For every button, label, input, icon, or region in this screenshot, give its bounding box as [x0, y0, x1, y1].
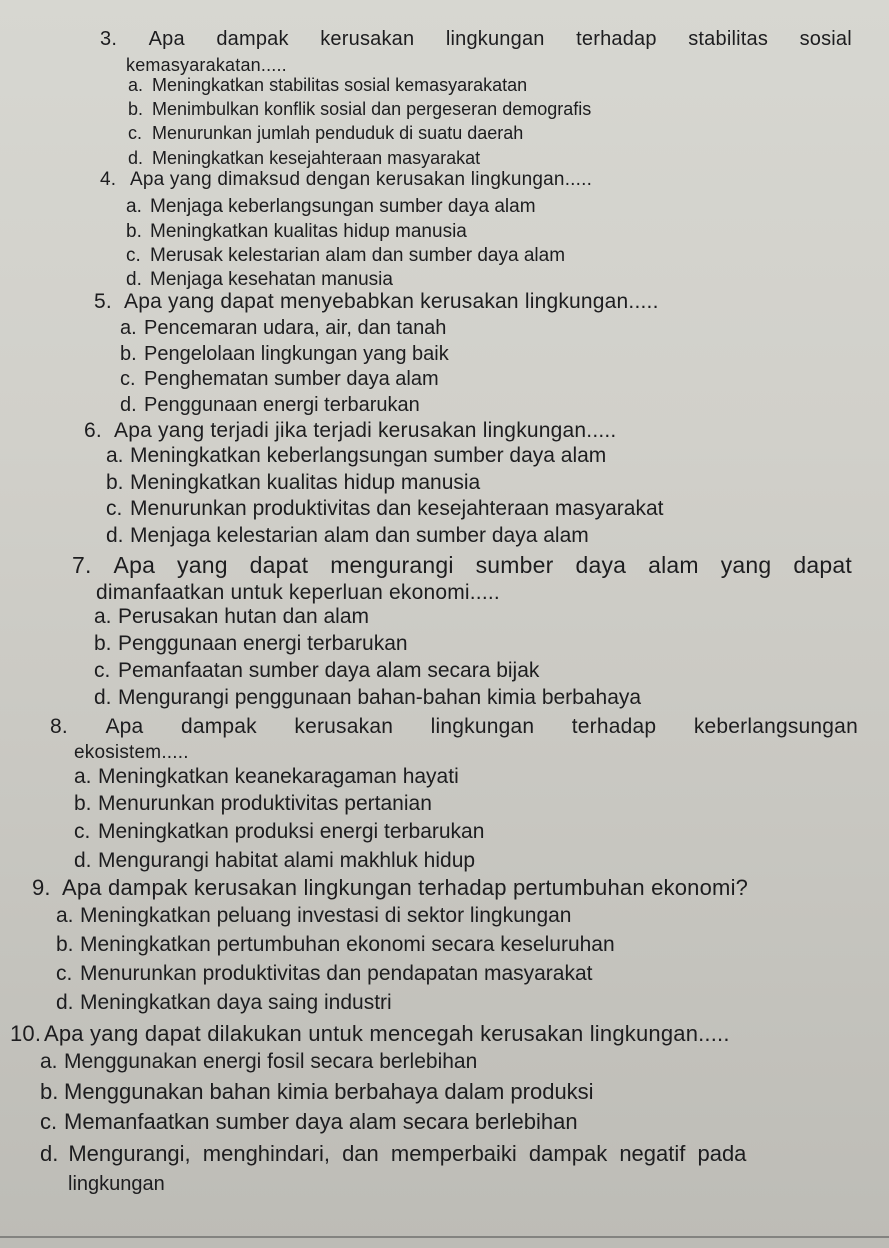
- option-letter: a.: [106, 444, 124, 467]
- option-letter: a.: [74, 765, 92, 788]
- question-4-text: Apa yang dimaksud dengan kerusakan lingkungan.....: [130, 169, 593, 190]
- question-4-option-b: [126, 220, 467, 244]
- option-letter: d.: [126, 269, 142, 290]
- option-letter: c.: [74, 820, 91, 843]
- question-8-word: Apa: [105, 715, 144, 738]
- question-5-option-a: [120, 316, 446, 340]
- option-letter: a.: [40, 1050, 58, 1073]
- question-3-word: lingkungan: [445, 28, 545, 50]
- question-6-number: 6.: [84, 419, 102, 442]
- option-text: Menurunkan produktivitas dan pendapatan masyarakat: [80, 962, 593, 985]
- question-3-option-c: [128, 121, 523, 145]
- option-letter: b.: [120, 343, 137, 365]
- question-7-word: Apa: [113, 552, 156, 578]
- option-text: Penggunaan energi terbarukan: [118, 632, 408, 655]
- option-text: Pengelolaan lingkungan yang baik: [144, 343, 449, 365]
- question-10-option-d: [40, 1142, 870, 1166]
- option-text: Menggunakan energi fosil secara berlebihan: [64, 1050, 478, 1073]
- option-letter: c.: [106, 497, 123, 520]
- option-text: Meningkatkan pertumbuhan ekonomi secara keseluruhan: [80, 933, 615, 956]
- question-4-option-a: [126, 195, 536, 219]
- option-text: Meningkatkan keberlangsungan sumber daya alam: [130, 444, 607, 467]
- option-letter: b.: [40, 1079, 59, 1104]
- option-text: Penggunaan energi terbarukan: [144, 394, 420, 416]
- option-letter: d.: [106, 524, 124, 547]
- question-10-option-d-line: [40, 1142, 870, 1166]
- option-text: Perusakan hutan dan alam: [118, 605, 370, 628]
- question-5-text: Apa yang dapat menyebabkan kerusakan lingkungan.....: [124, 290, 659, 313]
- question-7-option-c: [94, 659, 539, 683]
- question-9-option-a: [56, 904, 571, 928]
- option-letter: c.: [126, 245, 141, 266]
- question-9-number: 9.: [32, 875, 51, 900]
- option-letter: a.: [120, 317, 137, 339]
- question-8-word: lingkungan: [430, 715, 535, 738]
- question-10-option-a: [40, 1050, 477, 1074]
- question-8-word: terhadap: [571, 715, 657, 738]
- question-3-stem-line1: [100, 26, 852, 52]
- option-text: Menurunkan produktivitas dan kesejahteraan masyarakat: [130, 497, 664, 520]
- option-text: Menjaga kelestarian alam dan sumber daya alam: [130, 524, 589, 547]
- question-3-word: Apa: [148, 28, 185, 50]
- option-letter: c.: [94, 659, 111, 682]
- option-text: Meningkatkan stabilitas sosial kemasyarakatan: [152, 75, 528, 95]
- question-6-option-c: [106, 497, 663, 521]
- question-7-word: mengurangi: [330, 552, 454, 578]
- option-letter: d.: [94, 686, 112, 709]
- option-letter: a.: [126, 196, 142, 217]
- option-text: Menjaga keberlangsungan sumber daya alam: [150, 196, 536, 217]
- question-8-word: kerusakan: [294, 715, 394, 738]
- question-6-text: Apa yang terjadi jika terjadi kerusakan lingkungan.....: [114, 419, 617, 442]
- question-9-option-b: [56, 933, 615, 957]
- option-letter: c.: [128, 123, 143, 143]
- question-7-word: dapat: [793, 552, 852, 578]
- option-letter: c.: [120, 368, 136, 390]
- question-8-stem-line2: ekosistem.....: [74, 742, 189, 763]
- question-4-number: 4.: [100, 169, 117, 190]
- question-9-option-c: [56, 962, 593, 986]
- question-3-option-b: [128, 97, 591, 121]
- question-7-word: alam: [648, 552, 699, 578]
- page-edge-line: [0, 1236, 889, 1238]
- option-text: Meningkatkan kualitas hidup manusia: [130, 471, 481, 494]
- option-text: Menjaga kesehatan manusia: [150, 269, 393, 290]
- option-letter: d.: [40, 1141, 59, 1166]
- option-text: Menurunkan produktivitas pertanian: [98, 792, 432, 815]
- question-10-stem: [10, 1021, 730, 1047]
- question-3-stem-line2: kemasyarakatan.....: [126, 55, 287, 75]
- question-3-word: terhadap: [576, 28, 657, 50]
- option-letter: d.: [56, 991, 74, 1014]
- question-8-option-d: [74, 849, 475, 873]
- option-text: Meningkatkan daya saing industri: [80, 991, 392, 1014]
- option-text: Pemanfaatan sumber daya alam secara bijak: [118, 659, 540, 682]
- question-3-word: dampak: [216, 28, 289, 50]
- question-6-option-a: [106, 444, 606, 468]
- question-10-option-c: [40, 1110, 578, 1134]
- question-7-justified-line: [72, 552, 852, 578]
- question-7-option-b: [94, 632, 408, 656]
- question-10-option-d-line2: lingkungan: [68, 1173, 165, 1195]
- option-text: Pencemaran udara, air, dan tanah: [144, 317, 447, 339]
- option-letter: d.: [128, 148, 144, 168]
- question-7-stem-line1: [72, 552, 852, 578]
- option-letter: b.: [74, 792, 92, 815]
- question-4-option-c: [126, 244, 565, 268]
- question-7-option-a: [94, 605, 369, 629]
- question-5-option-b: [120, 342, 449, 366]
- question-10-number: 10.: [10, 1021, 42, 1046]
- question-6-stem: [84, 418, 616, 444]
- question-8-word: dampak: [180, 715, 257, 738]
- option-text: Menimbulkan konflik sosial dan pergeseran demografis: [152, 99, 592, 119]
- question-7-option-d: [94, 686, 641, 710]
- option-text: Mengurangi habitat alami makhluk hidup: [98, 849, 476, 872]
- option-text: Meningkatkan keanekaragaman hayati: [98, 765, 459, 788]
- option-letter: b.: [94, 632, 112, 655]
- question-7-stem-line2: dimanfaatkan untuk keperluan ekonomi.....: [96, 581, 500, 604]
- question-8-option-c: [74, 820, 484, 844]
- question-7-word: dapat: [249, 552, 309, 578]
- question-6-option-d: [106, 524, 589, 548]
- option-letter: a.: [94, 605, 112, 628]
- question-8-option-b: [74, 792, 432, 816]
- option-text: Merusak kelestarian alam dan sumber daya alam: [150, 245, 566, 266]
- option-text: Meningkatkan kualitas hidup manusia: [150, 221, 467, 242]
- question-3-justified-line: [100, 26, 852, 52]
- option-letter: b.: [106, 471, 124, 494]
- question-9-text: Apa dampak kerusakan lingkungan terhadap pertumbuhan ekonomi?: [62, 875, 749, 900]
- question-10-text: Apa yang dapat dilakukan untuk mencegah kerusakan lingkungan.....: [44, 1021, 730, 1046]
- option-text: Meningkatkan peluang investasi di sektor lingkungan: [80, 904, 572, 927]
- question-5-option-c: [120, 367, 439, 391]
- question-8-stem-line1: [50, 714, 858, 740]
- question-8-number: 8.: [50, 715, 68, 738]
- question-7-word: daya: [575, 552, 627, 578]
- option-letter: b.: [128, 99, 144, 119]
- question-8-option-a: [74, 765, 459, 789]
- question-6-option-b: [106, 471, 480, 495]
- question-7-word: sumber: [475, 552, 554, 578]
- question-7-word: yang: [177, 552, 228, 578]
- question-3-word: stabilitas: [688, 28, 769, 50]
- option-letter: d.: [74, 849, 92, 872]
- question-5-number: 5.: [94, 290, 112, 313]
- option-letter: a.: [128, 75, 144, 95]
- option-text: Meningkatkan produksi energi terbarukan: [98, 820, 485, 843]
- question-10-option-b: [40, 1080, 594, 1104]
- option-text: Mengurangi, menghindari, dan memperbaiki dampak negatif pada: [68, 1141, 747, 1166]
- option-letter: b.: [56, 933, 74, 956]
- option-letter: b.: [126, 221, 142, 242]
- option-text: Menggunakan bahan kimia berbahaya dalam produksi: [64, 1079, 594, 1104]
- option-text: Mengurangi penggunaan bahan-bahan kimia berbahaya: [118, 686, 642, 709]
- option-text: Meningkatkan kesejahteraan masyarakat: [152, 148, 481, 168]
- question-8-justified-line: [50, 714, 858, 740]
- question-5-stem: [94, 289, 659, 315]
- option-letter: c.: [56, 962, 73, 985]
- question-3-word: kerusakan: [320, 28, 415, 50]
- question-5-option-d: [120, 393, 420, 417]
- option-text: Memanfaatkan sumber daya alam secara berlebihan: [64, 1109, 578, 1134]
- question-3-number: 3.: [100, 28, 118, 50]
- question-3-word: sosial: [799, 28, 852, 50]
- question-4-stem: [100, 167, 592, 193]
- option-text: Penghematan sumber daya alam: [144, 368, 439, 390]
- option-letter: a.: [56, 904, 74, 927]
- question-9-stem: [32, 875, 748, 901]
- question-7-number: 7.: [72, 552, 92, 578]
- question-9-option-d: [56, 991, 392, 1015]
- question-7-word: yang: [720, 552, 772, 578]
- option-letter: d.: [120, 394, 137, 416]
- option-letter: c.: [40, 1109, 58, 1134]
- option-text: Menurunkan jumlah penduduk di suatu daerah: [152, 123, 524, 143]
- question-3-option-a: [128, 73, 527, 97]
- question-8-word: keberlangsungan: [693, 715, 858, 738]
